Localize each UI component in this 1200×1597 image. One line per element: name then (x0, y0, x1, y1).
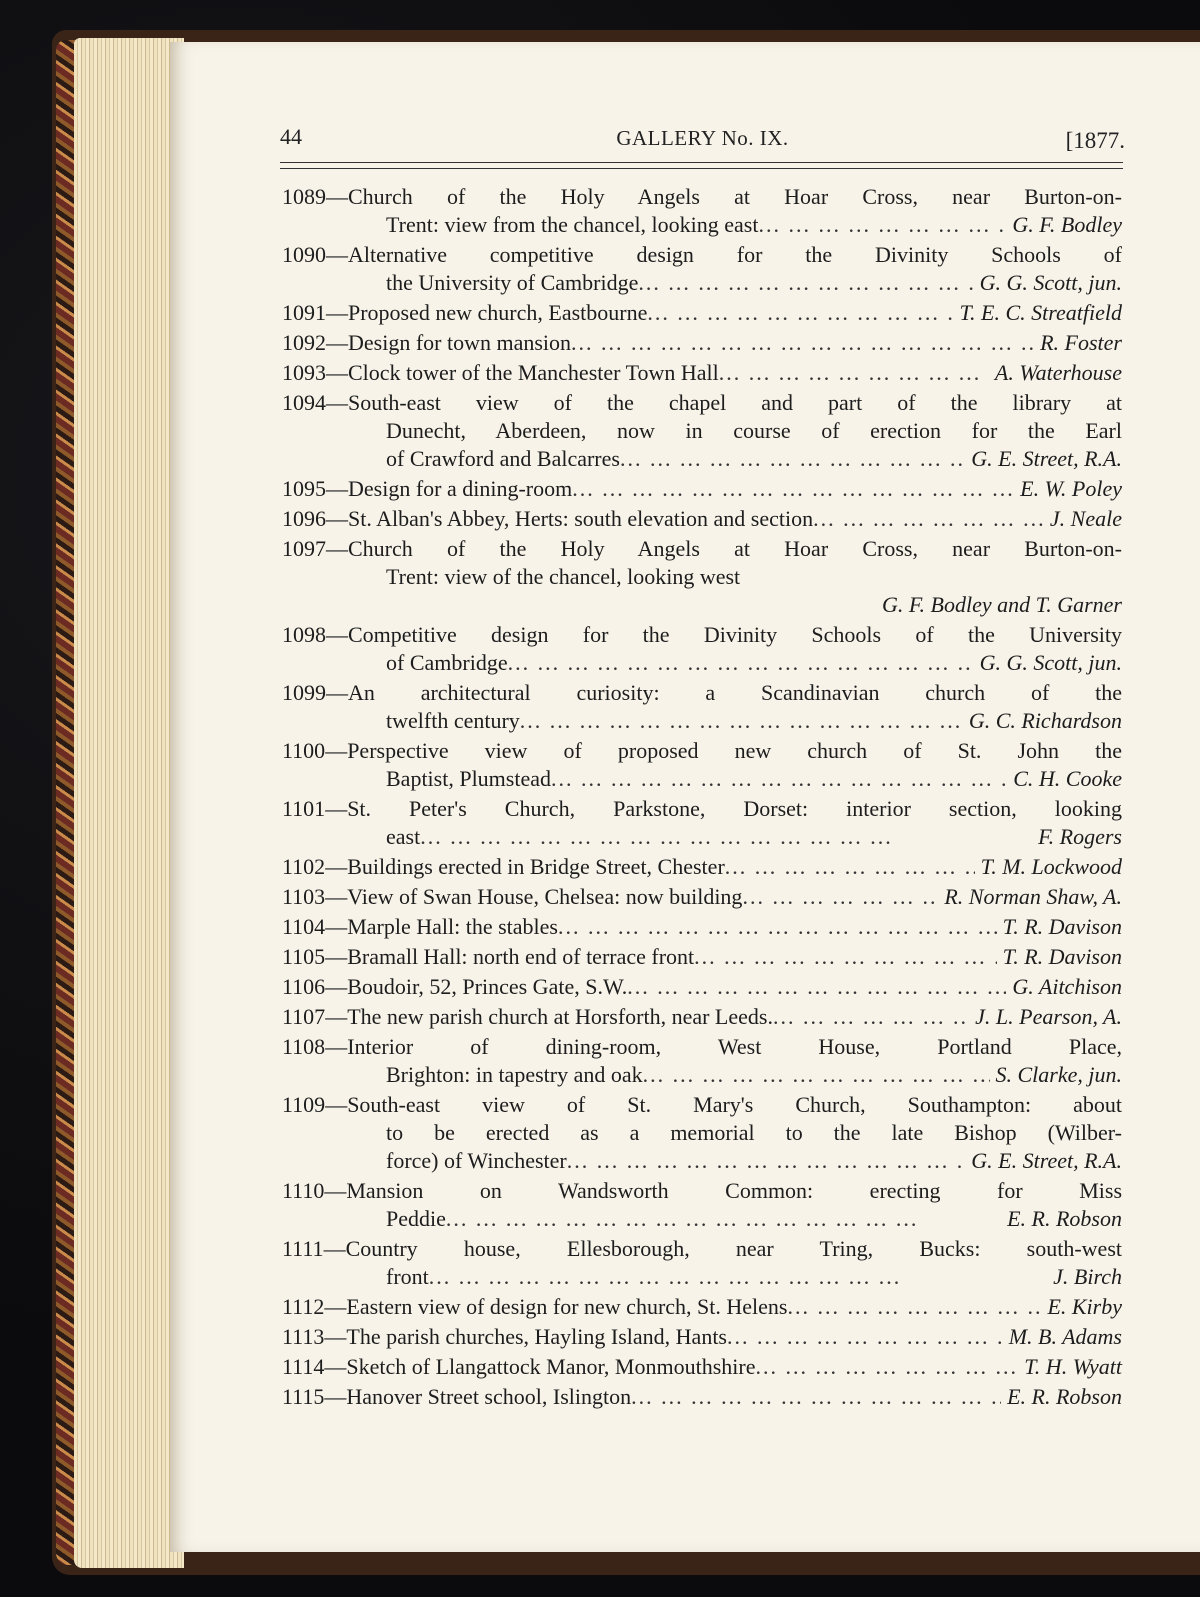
leader-dots (694, 943, 996, 971)
entry-author: T. M. Lockwood (980, 854, 1122, 879)
entry-dash: — (326, 622, 348, 647)
entry-number: 1092 (282, 330, 326, 355)
entry-author: C. H. Cooke (1013, 766, 1122, 791)
entry-title-line: Clock tower of the Manchester Town Hall (348, 360, 719, 385)
entry-dash: — (325, 944, 348, 969)
entry-dash: — (325, 1034, 348, 1059)
entry-number: 1093 (282, 360, 326, 385)
entry-author: F. Rogers (1038, 824, 1122, 849)
catalogue-entry (282, 329, 1122, 359)
entry-title-line: Proposed new church, Eastbourne (348, 300, 648, 325)
entry-author: G. C. Richardson (968, 708, 1122, 733)
entry-number: 1091 (282, 300, 326, 325)
entry-title-line: South-east view of St. Mary's Church, Southampton: about (347, 1092, 1122, 1117)
page-year: [1877. (1065, 128, 1125, 153)
catalogue-entry (282, 389, 1122, 475)
header-rule (280, 168, 1123, 169)
entry-number: 1095 (282, 476, 326, 501)
entry-author: R. Foster (1040, 330, 1122, 355)
entry-title-line: Buildings erected in Bridge Street, Chester (347, 854, 725, 879)
leader-dots (727, 1323, 1003, 1351)
catalogue-entry (282, 1033, 1122, 1091)
entry-dash: — (326, 360, 348, 385)
entry-number: 1097 (282, 536, 326, 561)
entry-title-line: the University of Cambridge (386, 270, 639, 295)
entry-title-line: Marple Hall: the stables (347, 914, 558, 939)
entry-title-line: Perspective view of proposed new church of St. John the (347, 738, 1122, 763)
leader-dots (620, 445, 965, 473)
entry-title-line: Church of the Holy Angels at Hoar Cross, near Burton-on- (348, 184, 1122, 209)
entry-title-line: The new parish church at Horsforth, near Leeds. (347, 1004, 773, 1029)
entry-dash: — (325, 974, 348, 999)
leader-dots (572, 475, 1014, 503)
entry-author: A. Waterhouse (994, 360, 1122, 385)
entry-author: G. F. Bodley (1012, 212, 1122, 237)
leader-dots (643, 1061, 990, 1089)
entry-author: T. R. Davison (1002, 914, 1122, 939)
catalogue-entry (282, 621, 1122, 679)
leader-dots (551, 765, 1007, 793)
entry-dash: — (323, 1236, 346, 1261)
entry-author: G. G. Scott, jun. (979, 650, 1122, 675)
entry-title-line: Brighton: in tapestry and oak (386, 1062, 643, 1087)
page-number: 44 (280, 124, 302, 149)
leader-dots (638, 269, 973, 297)
leader-dots (558, 913, 997, 941)
catalogue-entry (282, 241, 1122, 299)
entry-title-line: Hanover Street school, Islington (346, 1384, 632, 1409)
entry-title-line: of Cambridge (386, 650, 508, 675)
entry-title-line: Sketch of Llangattock Manor, Monmouthshire (346, 1354, 756, 1379)
leader-dots (719, 359, 989, 387)
entry-dash: — (326, 476, 348, 501)
catalogue-entry (282, 737, 1122, 795)
entry-title-line: Design for town mansion (348, 330, 572, 355)
entry-dash: — (326, 680, 348, 705)
entry-dash: — (326, 242, 348, 267)
entry-title-line: Baptist, Plumstead (386, 766, 551, 791)
entry-author: T. H. Wyatt (1024, 1354, 1122, 1379)
entry-title-line: Competitive design for the Divinity Schools of the University (348, 622, 1122, 647)
leader-dots (759, 211, 1007, 239)
entry-author: E. W. Poley (1020, 476, 1122, 501)
entry-author: E. R. Robson (1007, 1384, 1122, 1409)
entry-number: 1108 (282, 1034, 326, 1059)
entry-title-line: Trent: view of the chancel, looking west (386, 564, 741, 589)
entry-author: G. E. Street, R.A. (971, 446, 1122, 471)
entry-title-line: Church of the Holy Angels at Hoar Cross, near Burton-on- (348, 536, 1122, 561)
entry-author: R. Norman Shaw, A. (944, 884, 1122, 909)
entry-title-line: Bramall Hall: north end of terrace front (347, 944, 695, 969)
entry-author: E. Kirby (1047, 1294, 1122, 1319)
entry-number: 1100 (282, 738, 326, 763)
entry-title-line: Interior of dining-room, West House, Portland Place, (347, 1034, 1122, 1059)
catalogue-entry (282, 1091, 1122, 1177)
entry-dash: — (326, 536, 348, 561)
leader-dots (567, 1147, 966, 1175)
catalogue-entry (282, 475, 1122, 505)
entry-number: 1101 (282, 796, 326, 821)
leader-dots (446, 1205, 1001, 1233)
entry-title-line: Mansion on Wandsworth Common: erecting for Miss (346, 1178, 1122, 1203)
entry-number: 1113 (282, 1324, 325, 1349)
entry-dash: — (326, 300, 348, 325)
header-rule (280, 162, 1123, 163)
page-title: GALLERY No. IX. (616, 126, 789, 150)
entry-dash: — (325, 854, 348, 879)
entry-title-line: The parish churches, Hayling Island, Hants (346, 1324, 727, 1349)
entry-number: 1098 (282, 622, 326, 647)
entry-title-line: east (386, 824, 421, 849)
entry-number: 1106 (282, 974, 326, 999)
catalogue-entry (282, 183, 1122, 241)
entry-title-line: St. Peter's Church, Parkstone, Dorset: interior section, looking (347, 796, 1122, 821)
catalogue-entry (282, 535, 1122, 621)
entry-author: G. G. Scott, jun. (979, 270, 1122, 295)
entry-number: 1094 (282, 390, 326, 415)
catalogue-entry (282, 973, 1122, 1003)
catalogue-entry (282, 1353, 1122, 1383)
catalogue-entry (282, 679, 1122, 737)
entry-author: T. R. Davison (1002, 944, 1122, 969)
leader-dots (813, 505, 1044, 533)
page-header (280, 118, 1125, 160)
leader-dots (508, 649, 974, 677)
leader-dots (520, 707, 963, 735)
entry-title-line: An architectural curiosity: a Scandinavian church of the (348, 680, 1122, 705)
catalogue-entry (282, 1323, 1122, 1353)
entry-dash: — (326, 330, 348, 355)
entry-title-line: St. Alban's Abbey, Herts: south elevation and section (348, 506, 814, 531)
entry-number: 1111 (282, 1236, 324, 1261)
entry-author: J. L. Pearson, A. (975, 1004, 1122, 1029)
entry-author: G. E. Street, R.A. (971, 1148, 1122, 1173)
entry-author: S. Clarke, jun. (995, 1062, 1122, 1087)
entry-author: J. Neale (1049, 506, 1122, 531)
entry-number: 1103 (282, 884, 326, 909)
entry-number: 1104 (282, 914, 326, 939)
entry-title-line: Boudoir, 52, Princes Gate, S.W. (347, 974, 628, 999)
entry-title-line: View of Swan House, Chelsea: now building (347, 884, 743, 909)
leader-dots (429, 1263, 1047, 1291)
entry-title-line: Design for a dining-room (348, 476, 573, 501)
entry-author: M. B. Adams (1008, 1324, 1122, 1349)
leader-dots (647, 299, 953, 327)
catalogue-entry (282, 1293, 1122, 1323)
leader-dots (631, 1383, 1001, 1411)
entry-author: J. Birch (1053, 1264, 1122, 1289)
entry-title-line: twelfth century (386, 708, 520, 733)
leader-dots (742, 883, 938, 911)
entry-title-line: Alternative competitive design for the Divinity Schools of (348, 242, 1122, 267)
leader-dots (773, 1003, 969, 1031)
catalogue-entry (282, 795, 1122, 853)
catalogue-entry (282, 505, 1122, 535)
entry-title-line: Country house, Ellesborough, near Tring, Bucks: south-west (345, 1236, 1122, 1261)
entry-number: 1107 (282, 1004, 326, 1029)
catalogue-entry (282, 943, 1122, 973)
entry-dash: — (324, 1354, 347, 1379)
entry-author: T. E. C. Streatfield (959, 300, 1122, 325)
catalogue-entry (282, 1177, 1122, 1235)
entry-number: 1110 (282, 1178, 325, 1203)
entry-dash: — (325, 914, 348, 939)
leader-dots (571, 329, 1034, 357)
entry-title-line: of Crawford and Balcarres (386, 446, 620, 471)
entry-dash: — (325, 1092, 348, 1117)
entry-dash: — (324, 1294, 347, 1319)
page-edges (74, 38, 184, 1568)
entry-number: 1105 (282, 944, 326, 969)
entry-number: 1089 (282, 184, 326, 209)
catalogue-entry (282, 853, 1122, 883)
entry-number: 1099 (282, 680, 326, 705)
entry-number: 1102 (282, 854, 326, 879)
catalogue-entry (282, 1235, 1122, 1293)
entry-author: G. Aitchison (1012, 974, 1122, 999)
leader-dots (755, 1353, 1018, 1381)
entry-dash: — (326, 184, 348, 209)
leader-dots (627, 973, 1006, 1001)
catalogue-entry (282, 299, 1122, 329)
leader-dots (787, 1293, 1041, 1321)
entry-number: 1112 (282, 1294, 325, 1319)
entry-title-line: Peddie (386, 1206, 446, 1231)
entry-title-line: front (386, 1264, 429, 1289)
entry-title-line: to be erected as a memorial to the late Bishop (Wilber- (386, 1120, 1122, 1145)
entry-dash: — (325, 738, 348, 763)
entry-dash: — (325, 796, 348, 821)
entry-title-line: Eastern view of design for new church, St. Helens (346, 1294, 788, 1319)
entry-number: 1114 (282, 1354, 325, 1379)
entry-title-line: Dunecht, Aberdeen, now in course of erection for the Earl (386, 418, 1122, 443)
entry-dash: — (324, 1178, 347, 1203)
leader-dots (725, 853, 975, 881)
entry-title-line: Trent: view from the chancel, looking east (386, 212, 759, 237)
catalogue-entry (282, 359, 1122, 389)
catalogue-entry (282, 1383, 1122, 1413)
entry-dash: — (325, 1004, 348, 1029)
entry-number: 1090 (282, 242, 326, 267)
leader-dots (420, 823, 1032, 851)
entry-dash: — (324, 1384, 347, 1409)
entry-title-line: force) of Winchester (386, 1148, 567, 1173)
entry-dash: — (326, 506, 348, 531)
entry-author: G. F. Bodley and T. Garner (882, 592, 1122, 617)
entry-title-line: South-east view of the chapel and part of the library at (348, 390, 1122, 415)
entry-author: E. R. Robson (1007, 1206, 1122, 1231)
catalogue-entry (282, 1003, 1122, 1033)
catalogue-entry (282, 913, 1122, 943)
entry-dash: — (324, 1324, 347, 1349)
entry-dash: — (326, 390, 348, 415)
catalogue-entry (282, 883, 1122, 913)
entry-number: 1109 (282, 1092, 326, 1117)
entry-number: 1115 (282, 1384, 325, 1409)
catalogue-list (282, 183, 1122, 1413)
entry-number: 1096 (282, 506, 326, 531)
entry-dash: — (325, 884, 348, 909)
